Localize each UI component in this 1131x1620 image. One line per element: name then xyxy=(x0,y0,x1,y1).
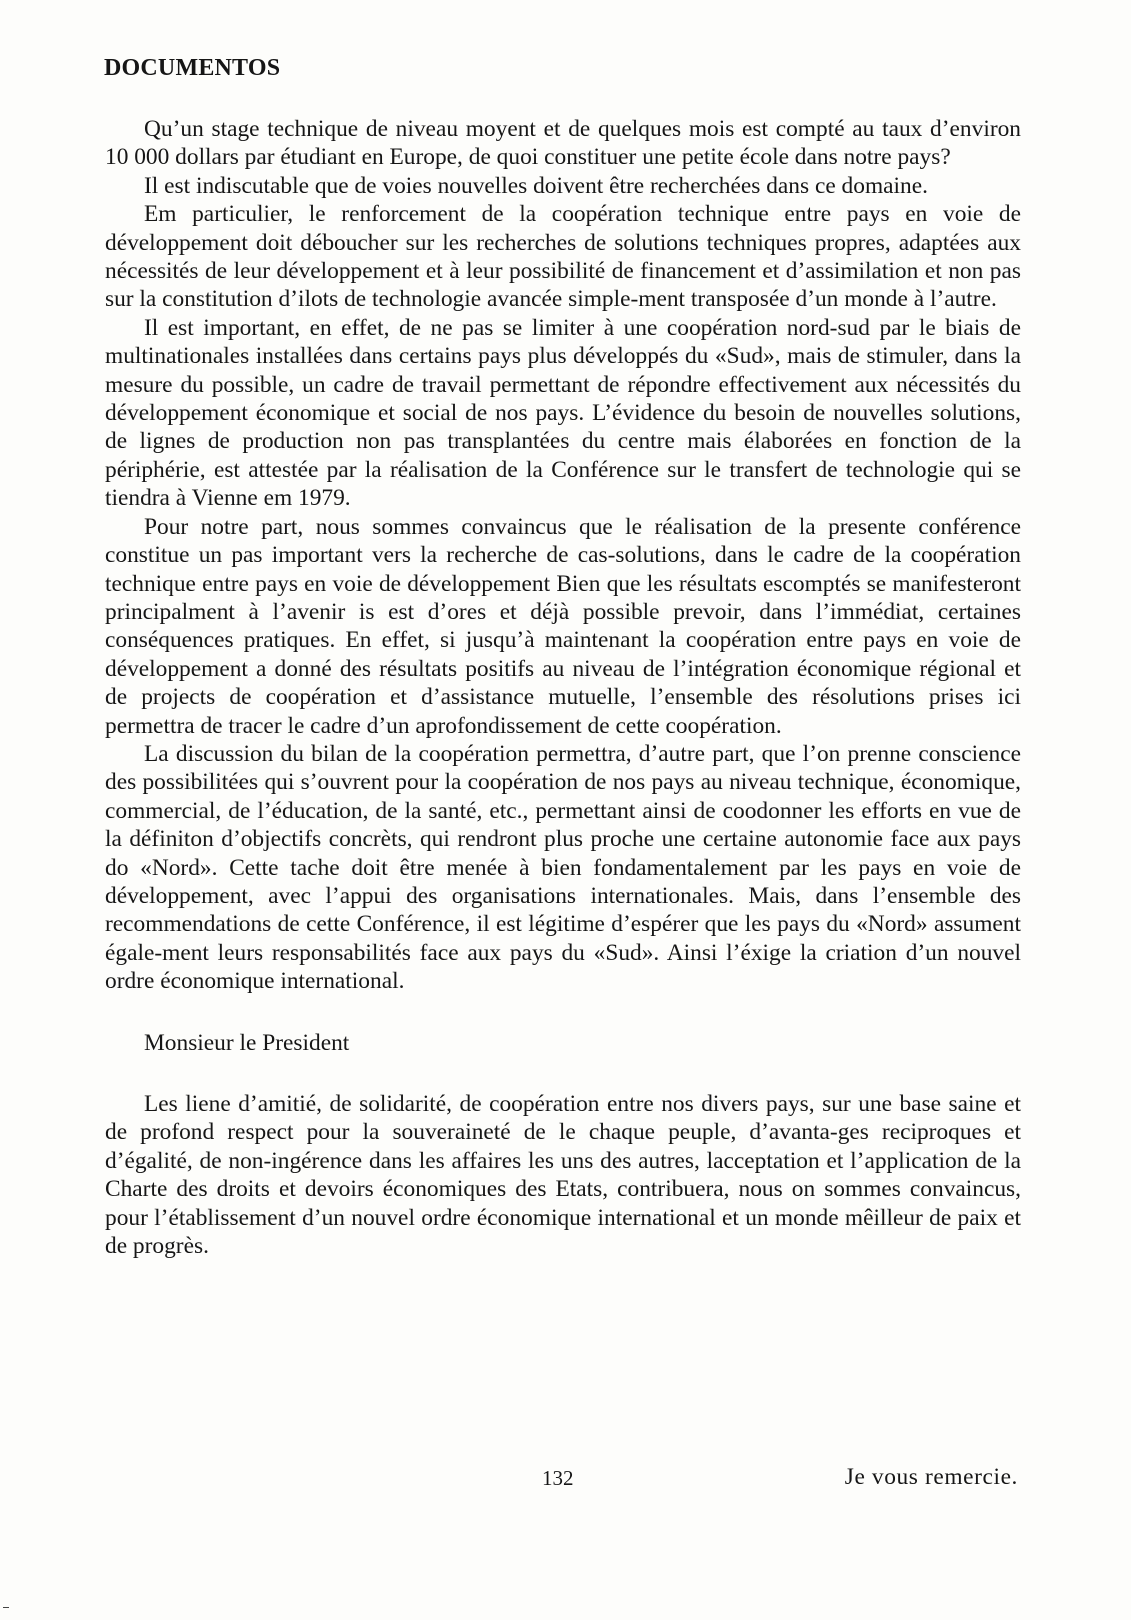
paragraph-1: Qu’un stage technique de niveau moyent et de quelques mois est compté au taux d’environ 10 000 dollars par étudiant en Europe, de quoi constituer une petite école dans notre pays? xyxy=(105,116,1021,171)
paragraph-4: Il est important, en effet, de ne pas se limiter à une coopération nord-sud par le biais de multinationales installées dans certains pays plus développés du «Sud», mais de stimuler, dans la mesure du possible, un cadre de travail permettant de répondre effectivement aux nécessités du développement économique et social de nos pays. L’évidence du besoin de nouvelles solutions, de lignes de production non pas transplantées du centre mais élaborées en fonction de la périphérie, est attestée par la réalisation de la Conférence sur le transfert de technologie qui se tiendra à Vienne em 1979. xyxy=(105,314,1021,512)
paragraph-2: Il est indiscutable que de voies nouvelles doivent être recherchées dans ce domaine. xyxy=(144,172,928,199)
paragraph-3: Em particulier, le renforcement de la coopération technique entre pays en voie de développement doit déboucher sur les recherches de solutions techniques propres, adaptées aux nécessités de leur développement et à leur possibilité de financement et d’assimilation et non pas sur la constitution d’ilots de technologie avancée simple-ment transposée d’un monde à l’autre. xyxy=(105,201,1021,313)
salutation: Monsieur le President xyxy=(144,1029,350,1056)
paragraph-5: Pour notre part, nous sommes convaincus que le réalisation de la presente conférence constitue un pas important vers la recherche de cas-solutions, dans le cadre de la coopération technique entre pays en voie de développement Bien que les résultats escomptés se manifesteront principalment à l’avenir is est d’ores et déjà possible prevoir, dans l’immédiat, certaines conséquences pratiques. En effet, si jusqu’à maintenant la coopération entre pays en voie de développement a donné des résultats positifs au niveau de l’intégration économique régional et de projects de coopération et d’assistance mutuelle, l’ensemble des résolutions prises ici permettra de tracer le cadre d’un aprofondissement de cette coopération. xyxy=(105,513,1021,739)
scan-margin-mark xyxy=(3,1607,9,1608)
paragraph-6: La discussion du bilan de la coopération permettra, d’autre part, que l’on prenne conscience des possibilitées qui s’ouvrent pour la coopération de nos pays au niveau technique, économique, commercial, de l’éducation, de la santé, etc., permettant ainsi de coodonner les efforts en vue de la définiton d’objectifs concrèts, qui rendront plus proche une certaine autonomie face aux pays do «Nord». Cette tache doit être menée à bien fondamentalement par les pays en voie de développement, avec l’appui des organisations internationales. Mais, dans l’ensemble des recommendations de cette Conférence, il est légitime d’espérer que les pays du «Nord» assument égale-ment leurs responsabilités face aux pays du «Sud». Ainsi l’éxige la criation d’un nouvel ordre économique international. xyxy=(105,740,1021,995)
body-text xyxy=(105,115,1021,1260)
closing-remark: Je vous remercie. xyxy=(844,1464,1018,1490)
section-header: DOCUMENTOS xyxy=(104,55,281,81)
page-number: 132 xyxy=(542,1466,574,1490)
final-paragraph: Les liene d’amitié, de solidarité, de coopération entre nos divers pays, sur une base saine et de profond respect pour la souveraineté de le chaque peuple, d’avanta-ges reciproques et d’égalité, de non-ingérence dans les affaires les uns des autres, lacceptation et l’application de la Charte des droits et devoirs économiques des Etats, contribuera, nous on sommes convaincus, pour l’établissement d’un nouvel ordre économique international et un monde mêilleur de paix et de progrès. xyxy=(105,1091,1021,1260)
